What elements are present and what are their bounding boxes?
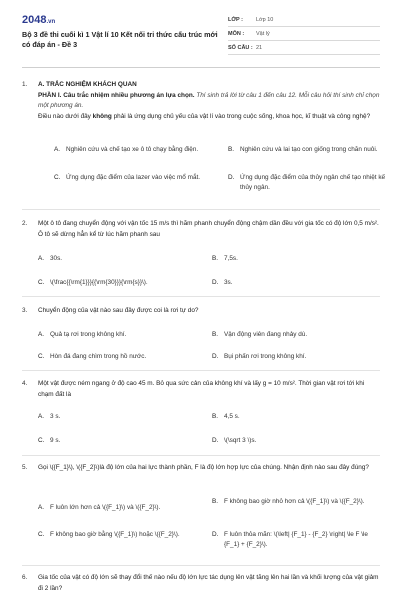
- option-b[interactable]: [212, 412, 380, 422]
- option-letter: D.: [212, 353, 219, 360]
- meta-value: Lớp 10: [256, 16, 274, 23]
- option-letter: C.: [38, 279, 45, 286]
- question-stem: [38, 112, 380, 123]
- option-d[interactable]: [228, 173, 396, 192]
- option-letter: C.: [38, 437, 45, 444]
- question-separator: [22, 370, 380, 371]
- part-title: PHẦN I. Câu trắc nhiệm nhiều phương án lựa chọn.: [38, 91, 195, 99]
- option-c[interactable]: [38, 436, 198, 446]
- option-letter: A.: [38, 255, 45, 262]
- meta-label: LỚP :: [228, 16, 243, 23]
- question-separator: [22, 296, 380, 297]
- option-letter: D.: [212, 279, 219, 286]
- option-text: Nghiên cứu và chế tạo xe ô tô chạy bằng điện.: [66, 146, 199, 153]
- option-letter: C.: [54, 174, 61, 181]
- question-number: 3.: [22, 307, 28, 314]
- question-3: [22, 306, 380, 317]
- option-c[interactable]: [54, 173, 214, 183]
- question-6: [22, 573, 380, 594]
- option-letter: A.: [38, 504, 45, 511]
- option-text: \(\sqrt 3 \)s.: [224, 437, 257, 444]
- option-text: F luôn thỏa mãn: \(\left| {F_1} - {F_2} \right| \le F \le {F_1} + {F_2}\).: [224, 531, 368, 548]
- option-text: F luôn lớn hơn cả \({F_1}\) và \({F_2}\).: [50, 504, 161, 511]
- option-letter: D.: [228, 174, 235, 181]
- option-text: Nghiên cứu và lai tạo con giống trong chăn nuôi.: [240, 146, 378, 153]
- option-b[interactable]: [228, 145, 396, 155]
- meta-value: Vật lý: [256, 30, 270, 37]
- option-letter: B.: [212, 498, 219, 505]
- option-letter: C.: [38, 353, 45, 360]
- option-letter: A.: [54, 146, 61, 153]
- option-d[interactable]: [212, 352, 380, 362]
- option-a[interactable]: [38, 412, 198, 422]
- option-text: Bụi phấn rơi trong không khí.: [224, 353, 307, 360]
- option-d[interactable]: [212, 530, 380, 549]
- question-separator: [22, 209, 380, 210]
- meta-label: SỐ CÂU :: [228, 44, 253, 51]
- question-stem: Gia tốc của vật có độ lớn sẽ thay đổi thế nào nếu độ lớn lực tác dụng lên vật tăng lên hai lần và khối lượng của vật giảm đi 2 lần?: [38, 574, 379, 592]
- question-stem: Chuyển động của vật nào sau đây được coi là rơi tự do?: [38, 307, 199, 314]
- part-heading: [38, 91, 380, 112]
- question-separator: [22, 565, 380, 566]
- options-q2: [22, 254, 380, 294]
- option-letter: A.: [38, 413, 45, 420]
- option-a[interactable]: [54, 145, 214, 155]
- option-c[interactable]: [38, 352, 198, 362]
- option-a[interactable]: [38, 503, 208, 513]
- logo-suffix: .vn: [46, 19, 56, 25]
- question-2: [22, 219, 380, 240]
- question-stem: Gọi \({F_1}\), \({F_2}\)là độ lớn của hai lực thành phần, F là độ lớn hợp lực của chúng. Nhận định nào sau đây đúng?: [38, 464, 369, 471]
- part-note: Thí sinh trả lời từ câu 1 đến câu 12. Mỗi câu hỏi thí sinh chỉ chọn một phương án.: [38, 91, 380, 109]
- option-d[interactable]: [212, 278, 380, 288]
- option-text: \(\frac{{\rm{1}}}{{\rm{30}}}{\rm{s}}\).: [50, 279, 148, 286]
- option-text: Hòn đá đang chìm trong hồ nước.: [50, 353, 147, 360]
- option-letter: B.: [212, 413, 219, 420]
- options-q1: [38, 145, 396, 205]
- option-d[interactable]: [212, 436, 380, 446]
- question-4: [22, 379, 380, 400]
- option-text: 3s.: [224, 279, 233, 286]
- option-text: F không bao giờ nhỏ hơn cả \({F_1}\) và \({F_2}\).: [224, 498, 365, 505]
- meta-info: [228, 13, 380, 55]
- stem-text: phải là ứng dụng chủ yếu của vật lí vào trong cuộc sống, khoa học, kĩ thuật và công nghệ?: [111, 112, 371, 120]
- site-logo[interactable]: [22, 14, 55, 26]
- question-number: 2.: [22, 220, 28, 227]
- question-number: 5.: [22, 464, 28, 471]
- header-divider: [22, 67, 380, 68]
- option-b[interactable]: [212, 330, 380, 340]
- option-letter: C.: [38, 531, 45, 538]
- meta-label: MÔN :: [228, 30, 245, 37]
- option-text: 30s.: [50, 255, 63, 262]
- option-b[interactable]: [212, 497, 380, 507]
- option-text: 4,5 s.: [224, 413, 240, 420]
- option-text: Ứng dụng đặc điểm của thủy ngân chế tạo nhiệt kế thủy ngân.: [240, 174, 386, 191]
- option-text: Vận động viên đang nhảy dù.: [224, 331, 308, 338]
- meta-row-count: [228, 41, 380, 55]
- question-stem: Một vật được ném ngang ở độ cao 45 m. Bỏ qua sức cản của không khí và lấy g = 10 m/s². Thời gian vật rơi tới khi chạm đất là: [38, 380, 365, 398]
- meta-value: 21: [256, 44, 263, 51]
- option-a[interactable]: [38, 254, 198, 264]
- option-letter: D.: [212, 437, 219, 444]
- option-letter: B.: [212, 255, 219, 262]
- question-1: [22, 80, 380, 122]
- meta-row-class: [228, 13, 380, 27]
- option-b[interactable]: [212, 254, 380, 264]
- option-text: 3 s.: [50, 413, 61, 420]
- option-text: F không bao giờ bằng \({F_1}\) hoặc \({F_2}\).: [50, 531, 180, 538]
- option-text: 7,5s.: [224, 255, 238, 262]
- option-letter: B.: [228, 146, 235, 153]
- section-title: A. TRẮC NGHIỆM KHÁCH QUAN: [38, 81, 137, 88]
- option-letter: B.: [212, 331, 219, 338]
- option-text: Quả tạ rơi trong không khí.: [50, 331, 127, 338]
- option-c[interactable]: [38, 278, 208, 288]
- option-a[interactable]: [38, 330, 198, 340]
- option-letter: A.: [38, 331, 45, 338]
- document-title: Bộ 3 đề thi cuối kì 1 Vật lí 10 Kết nối tri thức cấu trúc mới có đáp án - Đề 3: [22, 30, 218, 49]
- stem-emphasis: không: [92, 112, 112, 120]
- question-number: 1.: [22, 81, 28, 88]
- option-letter: D.: [212, 531, 219, 538]
- question-stem: Một ô tô đang chuyển động với vận tốc 15 m/s thì hãm phanh chuyển động chậm dần đều với gia tốc có độ lớn 0,5 m/s². Ô tô sẽ dừng hẳn kể từ lúc hãm phanh sau: [38, 220, 379, 238]
- meta-row-subject: [228, 27, 380, 41]
- option-text: 9 s.: [50, 437, 61, 444]
- question-separator: [22, 455, 380, 456]
- logo-text: 2048: [22, 14, 47, 26]
- question-number: 6.: [22, 574, 28, 581]
- option-c[interactable]: [38, 530, 208, 540]
- options-q3: [22, 330, 380, 370]
- options-q4: [22, 412, 380, 452]
- question-5: [22, 463, 380, 474]
- option-text: Ứng dụng đặc điểm của lazer vào việc mổ mắt.: [66, 174, 201, 181]
- question-number: 4.: [22, 380, 28, 387]
- document-header: [0, 0, 400, 62]
- options-q5: [22, 497, 380, 559]
- stem-text: Điều nào dưới đây: [38, 112, 93, 120]
